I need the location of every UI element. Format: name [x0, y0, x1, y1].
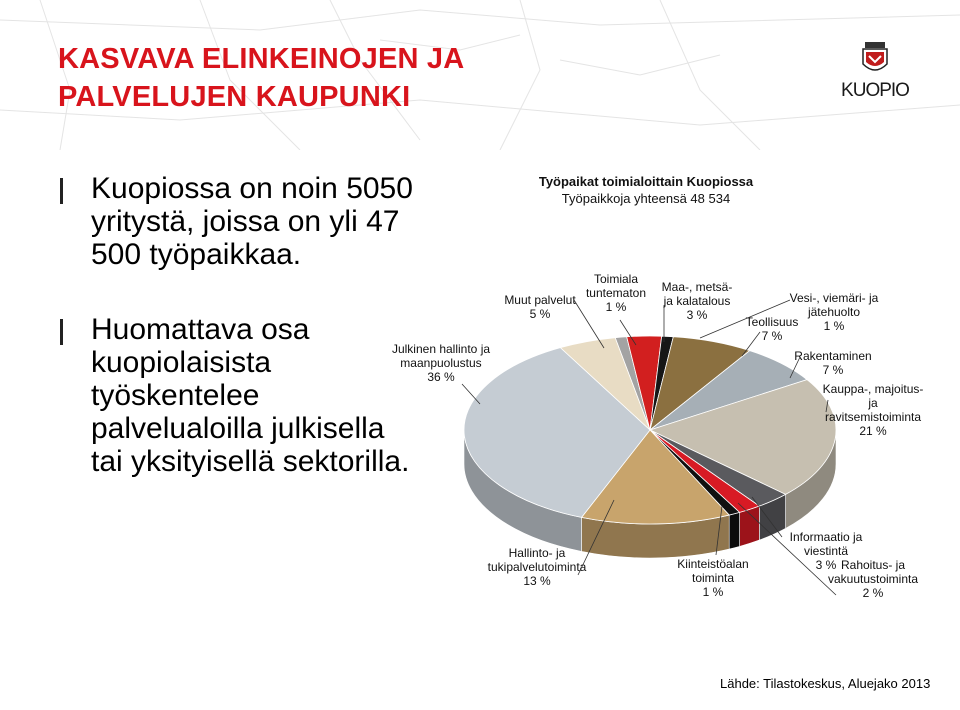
slice-label-toimiala-tuntematon [586, 272, 646, 314]
slice-label-line: 3 % [686, 308, 708, 322]
slice-label-line: 1 % [823, 319, 845, 333]
slice-label-line: 5 % [529, 307, 551, 321]
slice-label-hallinto-ja-tukipalvelutoiminta [488, 546, 587, 588]
city-logo [838, 42, 912, 108]
slice-label-line: 1 % [605, 300, 627, 314]
bullet-text: Huomattava osa kuopiolaisista työskentelee palvelualoilla julkisella tai yksityisellä sektorilla. [91, 313, 410, 478]
slice-label-julkinen-hallinto-ja-maanpuolustus [392, 342, 490, 384]
pie-slice-side-rahoitus-ja-vakuutustoiminta [740, 506, 760, 546]
chart-title: Työpaikat toimialoittain Kuopiossa [538, 174, 754, 189]
slice-label-line: Informaatio ja [789, 530, 863, 544]
slice-label-line: 7 % [822, 363, 844, 377]
pie-chart [380, 160, 960, 620]
slice-label-line: Hallinto- ja [508, 546, 566, 560]
slice-label-line: Kauppa-, majoitus- [822, 382, 924, 396]
slice-label-line: 3 % [815, 558, 837, 572]
slice-label-line: Muut palvelut [504, 293, 576, 307]
slice-label-line: Maa-, metsä- [661, 280, 733, 294]
slice-label-line: jätehuolto [807, 305, 861, 319]
slice-label-line: ja [868, 396, 878, 410]
leader-line [462, 384, 480, 404]
slice-label-vesi-viemäri-ja-jätehuolto [790, 291, 879, 333]
slice-label-line: 1 % [702, 585, 724, 599]
chart-subtitle: Työpaikkoja yhteensä 48 534 [561, 191, 731, 206]
slice-label-line: vakuutustoiminta [827, 572, 919, 586]
slice-label-kauppa-majoitus-ja-ravitsemistoiminta [823, 382, 924, 438]
slice-label-line: toiminta [691, 571, 735, 585]
slice-label-line: Kiinteistöalan [677, 557, 749, 571]
slice-label-line: Toimiala [593, 272, 639, 286]
pie-top-group [464, 336, 836, 524]
slice-label-line: ravitsemistoiminta [824, 410, 922, 424]
slice-label-line: ja kalatalous [663, 294, 731, 308]
slice-label-teollisuus [746, 315, 799, 343]
bullet-item [60, 313, 420, 478]
slice-label-line: tukipalvelutoiminta [487, 560, 587, 574]
bullet-item [60, 172, 420, 271]
pie-slice-side-kiinteistöalan-toiminta [729, 512, 739, 549]
slice-label-line: viestintä [803, 544, 849, 558]
slice-label-line: 36 % [427, 370, 455, 384]
slice-label-rahoitus-ja-vakuutustoiminta [828, 558, 918, 600]
logo-wordmark: KUOPIO [841, 80, 909, 101]
slice-label-muut-palvelut [504, 293, 576, 321]
slice-label-maa-metsä-ja-kalatalous [662, 280, 733, 322]
slice-label-line: Julkinen hallinto ja [391, 342, 491, 356]
bullet-marker [60, 178, 63, 204]
coat-of-arms-icon [838, 42, 912, 82]
slide-title [58, 40, 464, 116]
slice-label-line: Vesi-, viemäri- ja [789, 291, 879, 305]
slice-label-line: 7 % [761, 329, 783, 343]
slice-label-line: tuntematon [585, 286, 647, 300]
bullet-marker [60, 319, 63, 345]
slice-label-line: Teollisuus [745, 315, 799, 329]
bullet-text: Kuopiossa on noin 5050 yritystä, joissa on yli 47 500 työpaikkaa. [91, 172, 413, 271]
slice-label-line: maanpuolustus [400, 356, 482, 370]
slice-label-kiinteistöalan-toiminta [677, 557, 748, 599]
slice-label-line: Rahoitus- ja [840, 558, 906, 572]
title-line-1: KASVAVA ELINKEINOJEN JA [58, 43, 465, 75]
slice-label-line: 21 % [859, 424, 887, 438]
slice-label-rakentaminen [794, 349, 871, 377]
slice-label-line: Rakentaminen [794, 349, 872, 363]
slice-label-line: 13 % [523, 574, 551, 588]
title-line-2: PALVELUJEN KAUPUNKI [58, 81, 411, 113]
bullet-list [60, 172, 420, 520]
source-note: Lähde: Tilastokeskus, Aluejako 2013 [720, 676, 931, 691]
slice-label-line: 2 % [862, 586, 884, 600]
